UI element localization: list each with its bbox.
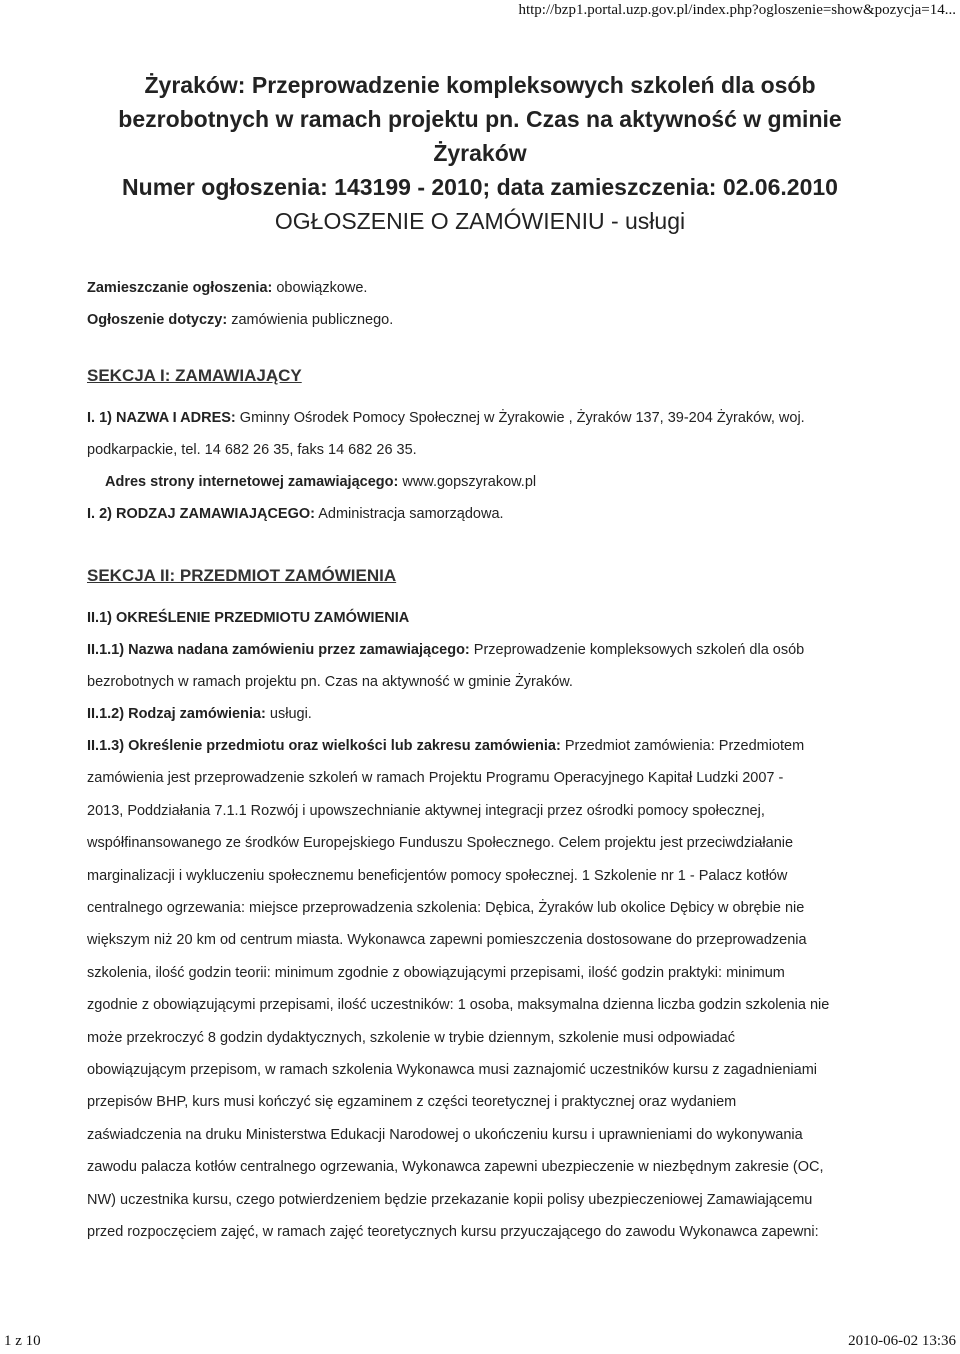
- desc-line: większym niż 20 km od centrum miasta. Wykonawca zapewni pomieszczenia dostosowane do przeprowadzenia: [87, 932, 807, 949]
- page-url: http://bzp1.portal.uzp.gov.pl/index.php?ogloszenie=show&pozycja=14...: [518, 2, 956, 18]
- desc-line-text: Przedmiot zamówienia: Przedmiotem: [560, 738, 805, 754]
- placement-row: [87, 272, 887, 304]
- order-kind-value: usługi.: [265, 706, 312, 722]
- placement-label: Zamieszczanie ogłoszenia:: [87, 280, 273, 296]
- desc-line: obowiązującym przepisom, w ramach szkolenia Wykonawca musi zaznajomić uczestników kursu z zagadnieniami: [87, 1062, 817, 1079]
- order-description: [87, 730, 887, 1249]
- desc-line: szkolenia, ilość godzin teorii: minimum zgodnie z obowiązującymi przepisami, ilość godzin praktyki: minimum: [87, 964, 785, 981]
- desc-line: przed rozpoczęciem zajęć, w ramach zajęć teoretycznych kursu przyuczającego do zawodu Wykonawca zapewni:: [87, 1224, 819, 1241]
- title-line-4: Numer ogłoszenia: 143199 - 2010; data zamieszczenia: 02.06.2010: [122, 174, 838, 200]
- order-name-value: Przeprowadzenie kompleksowych szkoleń dla osób: [469, 642, 805, 658]
- website-value: www.gopszyrakow.pl: [398, 474, 537, 490]
- desc-line: przepisów BHP, kurs musi kończyć się egzaminem z części teoretycznej i praktycznej oraz wydaniem: [87, 1094, 737, 1111]
- print-datetime: 2010-06-02 13:36: [848, 1333, 956, 1349]
- desc-line: marginalizacji i wykluczeniu społecznemu beneficjentów pomocy społecznej. 1 Szkolenie nr 1 - Palacz kotłów: [87, 867, 788, 884]
- website-label: Adres strony internetowej zamawiającego:: [105, 474, 399, 490]
- contracting-name-value: Gminny Ośrodek Pomocy Społecznej w Żyrakowie , Żyraków 137, 39-204 Żyraków, woj.: [235, 410, 805, 426]
- notice-title: [0, 68, 960, 238]
- desc-label: II.1.3) Określenie przedmiotu oraz wielkości lub zakresu zamówienia:: [87, 738, 561, 754]
- contracting-name-label: I. 1) NAZWA I ADRES:: [87, 410, 236, 426]
- contracting-name-row: [87, 402, 887, 434]
- order-kind-row: [87, 698, 887, 730]
- contracting-name-row-2: podkarpackie, tel. 14 682 26 35, faks 14 682 26 35.: [87, 442, 417, 458]
- concerns-row: [87, 304, 887, 336]
- desc-line: centralnego ogrzewania: miejsce przeprowadzenia szkolenia: Dębica, Żyraków lub okolice Dębicy w obrębie nie: [87, 900, 805, 917]
- contracting-type-value: Administracja samorządowa.: [314, 506, 504, 522]
- contracting-type-row: [87, 498, 887, 530]
- website-row: [87, 466, 887, 498]
- order-kind-label: II.1.2) Rodzaj zamówienia:: [87, 706, 266, 722]
- desc-line: NW) uczestnika kursu, czego potwierdzeniem będzie przekazanie kopii polisy ubezpieczeniowej Zamawiającemu: [87, 1191, 813, 1208]
- desc-line: zamówienia jest przeprowadzenie szkoleń w ramach Projektu Programu Operacyjnego Kapitał Ludzki 2007 -: [87, 770, 784, 787]
- desc-line: zgodnie z obowiązującymi przepisami, ilość uczestników: 1 osoba, maksymalna dzienna liczba godzin szkolenia nie: [87, 997, 830, 1014]
- order-name-label: II.1.1) Nazwa nadana zamówieniu przez zamawiającego:: [87, 642, 470, 658]
- desc-line: 2013, Poddziałania 7.1.1 Rozwój i upowszechnianie aktywnej integracji przez ośrodki pomocy społecznej,: [87, 802, 765, 819]
- title-line-2: bezrobotnych w ramach projektu pn. Czas na aktywność w gminie: [118, 106, 842, 132]
- desc-line: współfinansowanego ze środków Europejskiego Funduszu Społecznego. Celem projektu jest przeciwdziałanie: [87, 835, 794, 852]
- concerns-value: zamówienia publicznego.: [227, 312, 394, 328]
- section-1-heading: SEKCJA I: ZAMAWIAJĄCY: [87, 366, 302, 385]
- section-2-heading: SEKCJA II: PRZEDMIOT ZAMÓWIENIA: [87, 566, 397, 585]
- placement-value: obowiązkowe.: [272, 280, 368, 296]
- contracting-type-label: I. 2) RODZAJ ZAMAWIAJĄCEGO:: [87, 506, 315, 522]
- title-line-5: OGŁOSZENIE O ZAMÓWIENIU - usługi: [274, 208, 686, 234]
- order-name-row-2: bezrobotnych w ramach projektu pn. Czas na aktywność w gminie Żyraków.: [87, 674, 573, 690]
- subject-subheading: II.1) OKREŚLENIE PRZEDMIOTU ZAMÓWIENIA: [87, 610, 410, 626]
- desc-line: zaświadczenia na druku Ministerstwa Edukacji Narodowej o ukończeniu kursu i uprawnieniami do wykonywania: [87, 1126, 803, 1143]
- page-number: 1 z 10: [4, 1333, 41, 1349]
- order-name-row: [87, 634, 887, 666]
- desc-line: [87, 730, 887, 762]
- concerns-label: Ogłoszenie dotyczy:: [87, 312, 228, 328]
- notice-content: [87, 272, 887, 1249]
- title-line-1: Żyraków: Przeprowadzenie kompleksowych szkoleń dla osób: [144, 72, 816, 98]
- desc-line: może przekroczyć 8 godzin dydaktycznych, szkolenie w trybie dziennym, szkolenie musi odpowiadać: [87, 1029, 735, 1046]
- desc-line: zawodu palacza kotłów centralnego ogrzewania, Wykonawca zapewni ubezpieczenie w niezbędnym zakresie (OC,: [87, 1159, 824, 1176]
- title-line-3: Żyraków: [433, 140, 527, 166]
